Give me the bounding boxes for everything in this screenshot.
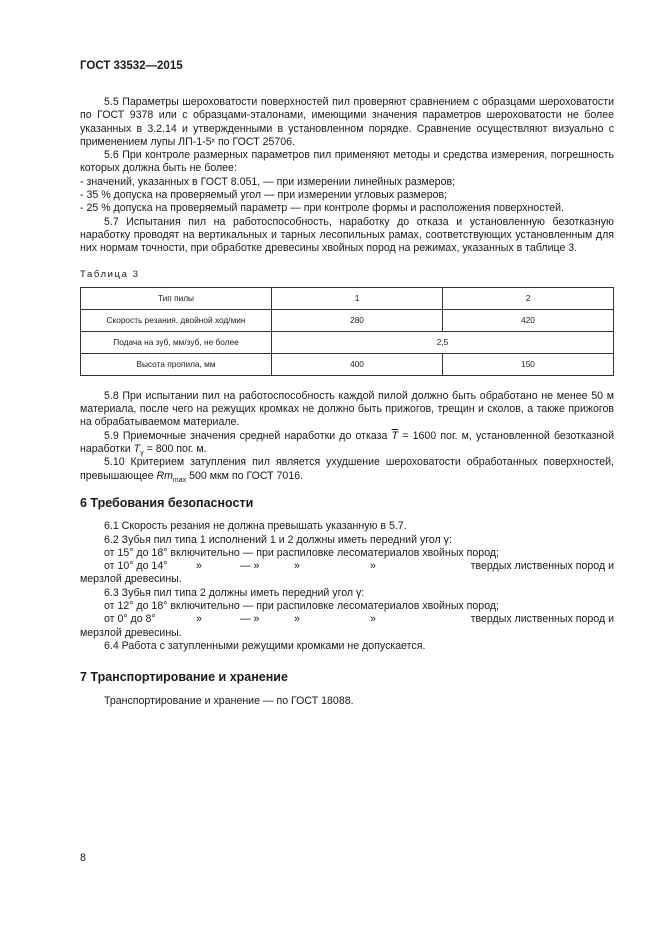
text-segment: от 0° до 8° [104, 613, 156, 626]
paragraph-6-2-a: от 15° до 18° включительно — при распиловке лесоматериалов хвойных пород; [104, 546, 499, 559]
ditto-mark: » [370, 613, 376, 626]
table-cell: Высота пропила, мм [81, 353, 272, 375]
paragraph-6-1: 6.1 Скорость резания не должна превышать указанную в 5.7. [104, 520, 407, 533]
ditto-mark: » [196, 560, 202, 573]
paragraph-continuation: мерзлой древесины. [80, 573, 182, 586]
table-cell: Скорость резания, двойной ход/мин [81, 309, 272, 331]
document-header: ГОСТ 33532—2015 [80, 60, 183, 72]
ditto-mark: — » [240, 613, 260, 626]
table-cell: 2,5 [272, 331, 614, 353]
table-3 [80, 287, 614, 376]
paragraph-5-10 [80, 456, 614, 483]
text-segment: = 1600 пог. м, установленной безотказной наработки [80, 429, 614, 456]
text-segment: от 10° до 14° [104, 560, 168, 573]
section-7-heading: 7 Транспортирование и хранение [80, 670, 288, 685]
table-row [81, 331, 614, 353]
ditto-mark: — » [240, 560, 260, 573]
text-segment: твердых лиственных пород и [470, 613, 614, 626]
table-row [81, 287, 614, 309]
text-segment: 500 мкм по ГОСТ 7016. [189, 469, 304, 482]
page-content [80, 96, 614, 708]
ditto-mark: » [294, 613, 300, 626]
section-6-heading: 6 Требования безопасности [80, 495, 254, 510]
roughness-symbol: Rm [156, 469, 173, 482]
table-row [81, 309, 614, 331]
table-cell: Подача на зуб, мм/зуб, не более [81, 331, 272, 353]
table-cell: 280 [272, 309, 443, 331]
table-cell: 150 [443, 353, 614, 375]
text-segment: 5.9 Приемочные значения средней наработки до отказа [104, 429, 388, 442]
paragraph-6-3-a: от 12° до 18° включительно — при распиловке лесоматериалов хвойных пород; [104, 600, 499, 613]
paragraph-6-3-b [80, 613, 614, 626]
paragraph-5-7: 5.7 Испытания пил на работоспособность, наработку до отказа и установленную безотказную наработку проводят на вертикальных и тарных лесопильных рамах, соответствующих установленным для них нормам точности, при обработке древесины хвойных пород на режимах, указанных в таблице 3. [80, 215, 614, 255]
bullet-item: - значений, указанных в ГОСТ 8.051, — при измерении линейных размеров; [80, 175, 456, 188]
symbol-subscript: max [172, 476, 187, 484]
paragraph-6-2: 6.2 Зубья пил типа 1 исполнений 1 и 2 должны иметь передний угол γ: [104, 533, 452, 546]
bullet-item: - 25 % допуска на проверяемый параметр — при контроле формы и расположения поверхностей. [80, 202, 564, 215]
table-cell: 1 [272, 287, 443, 309]
paragraph-5-9 [80, 430, 614, 457]
paragraph-6-3: 6.3 Зубья пил типа 2 должны иметь передний угол γ: [104, 586, 365, 599]
text-segment: = 800 пог. м. [146, 443, 207, 456]
paragraph-7: Транспортирование и хранение — по ГОСТ 18088. [104, 694, 354, 707]
paragraph-6-4: 6.4 Работа с затупленными режущими кромками не допускается. [104, 639, 426, 652]
ditto-mark: » [370, 560, 376, 573]
ditto-mark: » [196, 613, 202, 626]
reliability-symbol: T [133, 443, 141, 456]
table-cell: 420 [443, 309, 614, 331]
table-row [81, 353, 614, 375]
table-caption: Таблица 3 [80, 268, 140, 280]
table-cell: Тип пилы [81, 287, 272, 309]
mean-time-symbol: $\overline{T}$ [391, 429, 399, 442]
symbol-subscript: γ [140, 450, 144, 458]
paragraph-5-8: 5.8 При испытании пил на работоспособность каждой пилой должно быть обработано не менее 50 м материала, после чего на режущих кромках не должно быть прижогов, трещин и сколов, а также прижогов на обрабатываемом материале. [80, 389, 614, 429]
page-number: 8 [80, 852, 86, 864]
paragraph-continuation: мерзлой древесины. [80, 626, 182, 639]
paragraph-5-6: 5.6 При контроле размерных параметров пил применяют методы и средства измерения, погрешность которых должна быть не более: [80, 149, 614, 175]
paragraph-6-2-b [80, 560, 614, 573]
table-cell: 400 [272, 353, 443, 375]
table-cell: 2 [443, 287, 614, 309]
ditto-mark: » [294, 560, 300, 573]
text-segment: твердых лиственных пород и [470, 560, 614, 573]
paragraph-5-5: 5.5 Параметры шероховатости поверхностей пил проверяют сравнением с образцами шероховатости по ГОСТ 9378 или с образцами-эталонами, имеющими значения параметров шероховатости не более указанных в 3.2.14 и утвержденными в установленном порядке. Сравнение осуществляют визуально с применением лупы ЛП-1-5ˣ по ГОСТ 25706. [80, 96, 614, 148]
text-segment: 5.10 Критерием затупления пил является ухудшение шероховатости обработанных поверхностей, превышающее [80, 456, 614, 482]
bullet-item: - 35 % допуска на проверяемый угол — при измерении угловых размеров; [80, 189, 448, 202]
